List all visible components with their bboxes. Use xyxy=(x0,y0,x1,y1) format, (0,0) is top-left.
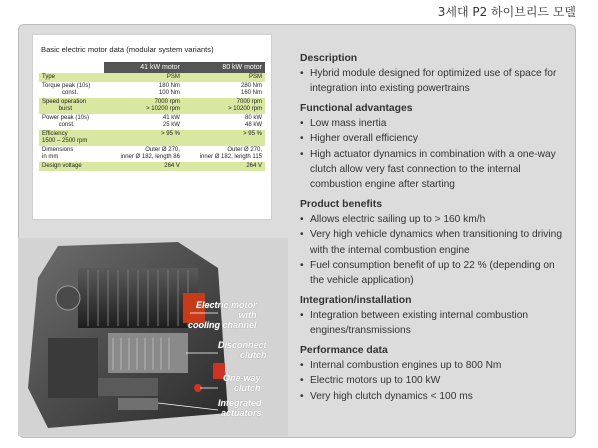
table-row xyxy=(39,130,265,146)
row-label: Dimensions in mm xyxy=(39,146,104,162)
feature-section xyxy=(300,294,564,339)
row-label: Efficiency 1500 – 2500 rpm xyxy=(39,130,104,146)
table-title: Basic electric motor data (modular system variants) xyxy=(41,45,214,54)
feature-section xyxy=(300,52,564,97)
bullet-item: • Hybrid module designed for optimized use of space for integration into existing powertrains xyxy=(300,66,564,97)
bullet-item: • Very high vehicle dynamics when transitioning to driving with the internal combustion engine xyxy=(300,227,564,258)
bullet-item: • Low mass inertia xyxy=(300,116,564,131)
callout-one-way-clutch: One-way clutch xyxy=(223,373,261,393)
table-body xyxy=(39,73,265,171)
value-41kw: 41 kW 25 kW xyxy=(104,114,183,130)
bullet-item: • Electric motors up to 100 kW xyxy=(300,373,564,388)
bullet-list xyxy=(300,308,564,339)
feature-section xyxy=(300,198,564,289)
value-41kw: > 95 % xyxy=(104,130,183,146)
value-41kw: 264 V xyxy=(104,162,183,171)
table-row xyxy=(39,98,265,114)
motor-data-card xyxy=(32,34,272,220)
row-label: Speed operation burst xyxy=(39,98,104,114)
table-row xyxy=(39,73,265,82)
value-80kw: Outer Ø 270, inner Ø 182, length 115 xyxy=(183,146,265,162)
table-row xyxy=(39,82,265,98)
row-label: Torque peak (10s) const. xyxy=(39,82,104,98)
section-heading: Description xyxy=(300,53,358,64)
bullet-item: • Higher overall efficiency xyxy=(300,131,564,146)
value-80kw: 264 V xyxy=(183,162,265,171)
callout-integrated-actuators: Integrated actuators xyxy=(218,398,262,418)
value-41kw: 7000 rpm > 10200 rpm xyxy=(104,98,183,114)
feature-section xyxy=(300,344,564,404)
motor-data-table xyxy=(39,62,265,171)
bullet-item: • Integration between existing internal combustion engines/transmissions xyxy=(300,308,564,339)
table-row xyxy=(39,114,265,130)
feature-list xyxy=(300,52,564,409)
row-label: Design voltage xyxy=(39,162,104,171)
table-row xyxy=(39,162,265,171)
bullet-list xyxy=(300,358,564,404)
callout-electric-motor: Electric motor with cooling channel xyxy=(188,300,257,330)
section-heading: Integration/installation xyxy=(300,294,412,306)
value-80kw: > 95 % xyxy=(183,130,265,146)
bullet-list xyxy=(300,212,564,289)
table-row xyxy=(39,146,265,162)
value-41kw: 180 Nm 100 Nm xyxy=(104,82,183,98)
value-80kw: 80 kW 48 kW xyxy=(183,114,265,130)
hybrid-module-illustration xyxy=(18,238,288,436)
bullet-item: • High actuator dynamics in combination with a one-way clutch allow very fast connection to the internal combustion engine after starting xyxy=(300,147,564,193)
section-heading: Product benefits xyxy=(300,198,382,210)
table-header-80kw: 80 kW motor xyxy=(183,62,265,73)
section-heading: Performance data xyxy=(300,344,388,356)
row-label: Type xyxy=(39,73,104,82)
bullet-item: • Fuel consumption benefit of up to 22 % (depending on the vehicle application) xyxy=(300,258,564,289)
bullet-item: • Very high clutch dynamics < 100 ms xyxy=(300,389,564,404)
bullet-list xyxy=(300,66,564,97)
bullet-list xyxy=(300,116,564,193)
callout-disconnect-clutch: Disconnect clutch xyxy=(218,340,267,360)
page-title: 3세대 P2 하이브리드 모델 xyxy=(437,5,576,19)
section-heading: Functional advantages xyxy=(300,102,413,114)
bullet-item: • Allows electric sailing up to > 160 km/h xyxy=(300,212,564,227)
feature-section xyxy=(300,102,564,193)
value-41kw: Outer Ø 270, inner Ø 182, length 86 xyxy=(104,146,183,162)
value-80kw: PSM xyxy=(183,73,265,82)
table-header-row xyxy=(39,62,265,73)
bullet-item: • Internal combustion engines up to 800 Nm xyxy=(300,358,564,373)
value-80kw: 7000 rpm > 10200 rpm xyxy=(183,98,265,114)
row-label: Power peak (10s) const. xyxy=(39,114,104,130)
value-41kw: PSM xyxy=(104,73,183,82)
table-header-blank xyxy=(39,62,104,73)
table-header-41kw: 41 kW motor xyxy=(104,62,183,73)
value-80kw: 280 Nm 160 Nm xyxy=(183,82,265,98)
